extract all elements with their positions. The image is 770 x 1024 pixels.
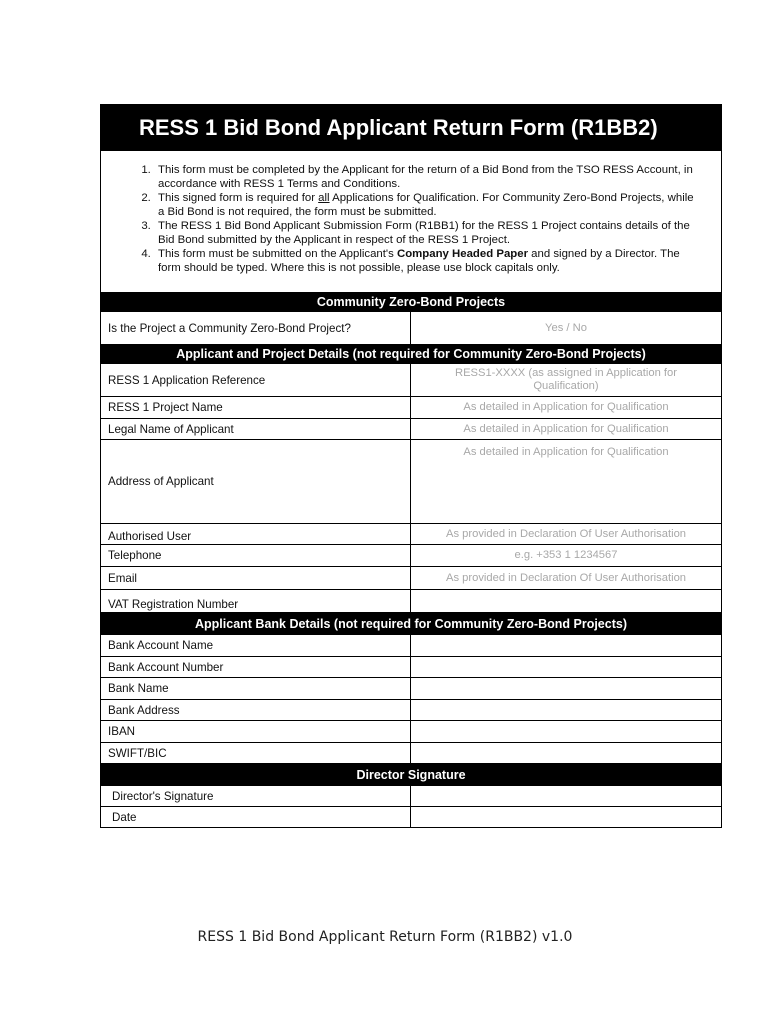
email-field[interactable]: As provided in Declaration Of User Authorisation [445,571,687,584]
telephone-field[interactable]: e.g. +353 1 1234567 [514,549,618,561]
authorised-user-field[interactable]: As provided in Declaration Of User Authorisation [445,527,687,540]
swift-bic-field[interactable] [411,743,721,763]
bank-name-label: Bank Name [101,678,411,699]
project-name-field[interactable]: As detailed in Application for Qualification [463,401,669,413]
address-row [101,440,721,524]
instruction-3: 3. The RESS 1 Bid Bond Applicant Submission Form (R1BB1) for the RESS 1 Project contains details of the Bid Bond submitted by the Applicant in respect of the RESS 1 Project. [154,219,697,247]
director-signature-row [101,786,721,807]
telephone-label: Telephone [101,545,411,566]
community-question-label: Is the Project a Community Zero-Bond Project? [101,312,411,344]
email-label: Email [101,567,411,589]
community-row [101,312,721,345]
bank-account-number-label: Bank Account Number [101,657,411,677]
swift-bic-label: SWIFT/BIC [101,743,411,763]
company-headed-paper-emphasis: Company Headed Paper [396,248,529,260]
application-reference-label: RESS 1 Application Reference [101,364,411,396]
authorised-user-row [101,524,721,545]
telephone-row [101,545,721,567]
community-section-header: Community Zero-Bond Projects [101,293,721,312]
instructions [101,151,721,293]
bank-account-name-label: Bank Account Name [101,635,411,656]
address-field[interactable]: As detailed in Application for Qualification [463,446,669,458]
bank-section-header: Applicant Bank Details (not required for Community Zero-Bond Projects) [101,613,721,635]
bank-address-field[interactable] [411,700,721,720]
applicant-section-header: Applicant and Project Details (not required for Community Zero-Bond Projects) [101,345,721,364]
iban-label: IBAN [101,721,411,742]
iban-row [101,721,721,743]
iban-field[interactable] [411,721,721,742]
bank-address-label: Bank Address [101,700,411,720]
authorised-user-label: Authorised User [101,524,411,544]
application-reference-field[interactable]: RESS1-XXXX (as assigned in Application for Qualification) [454,367,677,392]
legal-name-row [101,419,721,440]
vat-label: VAT Registration Number [101,590,411,612]
bank-name-field[interactable] [411,678,721,699]
instruction-2: 2. This signed form is required for all Applications for Qualification. For Community Zero-Bond Projects, while a Bid Bond is not required, the form must be submitted. [154,191,697,219]
date-field[interactable] [411,807,721,827]
signature-section-header: Director Signature [101,764,721,786]
return-form [100,104,722,828]
instruction-1: 1. This form must be completed by the Applicant for the return of a Bid Bond from the TSO RESS Account, in accordance with RESS 1 Terms and Conditions. [154,163,697,191]
bank-account-number-row [101,657,721,678]
project-name-label: RESS 1 Project Name [101,397,411,418]
legal-name-field[interactable]: As detailed in Application for Qualification [463,422,669,435]
director-signature-label: Director's Signature [101,786,411,806]
project-name-row [101,397,721,419]
bank-address-row [101,700,721,721]
date-row [101,807,721,827]
director-signature-field[interactable] [411,786,721,806]
bank-account-number-field[interactable] [411,657,721,677]
vat-row [101,590,721,613]
bank-name-row [101,678,721,700]
bank-account-name-field[interactable] [411,635,721,656]
legal-name-label: Legal Name of Applicant [101,419,411,439]
all-emphasis: all [318,192,330,204]
bank-account-name-row [101,635,721,657]
form-title: RESS 1 Bid Bond Applicant Return Form (R1BB2) [101,105,721,151]
application-reference-row [101,364,721,397]
community-answer-field[interactable]: Yes / No [545,321,587,334]
date-label: Date [101,807,411,827]
email-row [101,567,721,590]
instruction-4: 4. This form must be submitted on the Applicant's Company Headed Paper and signed by a Director. The form should be typed. Where this is not possible, please use block capitals only. [154,247,697,275]
vat-field[interactable] [411,590,721,612]
page-footer: RESS 1 Bid Bond Applicant Return Form (R1BB2) v1.0 [197,929,573,945]
swift-bic-row [101,743,721,764]
address-label: Address of Applicant [101,440,411,523]
